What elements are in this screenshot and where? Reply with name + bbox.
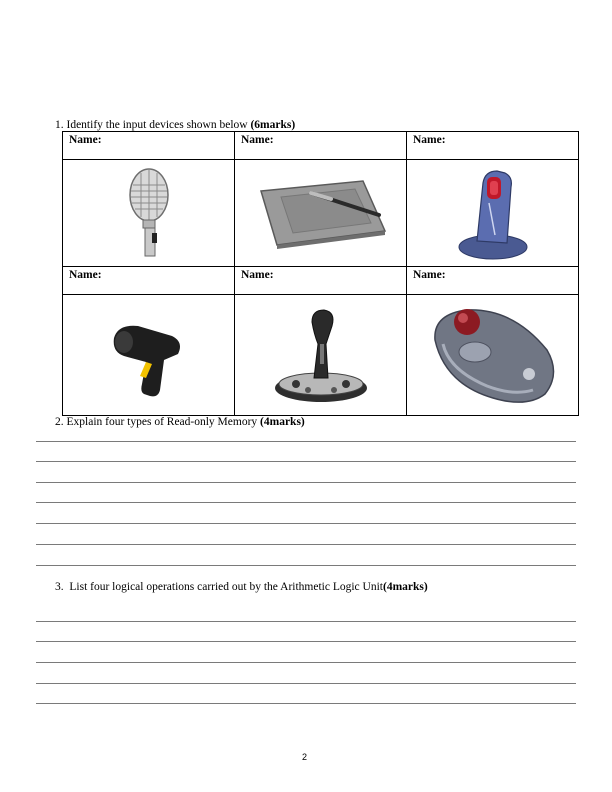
device-image-cell-1 <box>63 160 235 267</box>
name-cell-3[interactable] <box>407 132 579 160</box>
answer-line[interactable] <box>36 544 576 545</box>
microphone-icon <box>119 167 179 259</box>
answer-line[interactable] <box>36 621 576 622</box>
answer-line[interactable] <box>36 662 576 663</box>
answer-line[interactable] <box>36 441 576 442</box>
question-3 <box>55 580 428 594</box>
question-1-text: Identify the input devices shown below <box>66 119 251 131</box>
device-image-cell-5 <box>235 295 407 416</box>
question-2-marks: (4marks) <box>260 416 305 428</box>
name-cell-5[interactable] <box>235 267 407 295</box>
joystick-icon <box>266 304 376 406</box>
question-3-text: List four logical operations carried out by the Arithmetic Logic Unit <box>69 581 383 593</box>
device-image-cell-2 <box>235 160 407 267</box>
answer-line[interactable] <box>36 683 576 684</box>
question-3-number: 3. <box>55 581 64 593</box>
answer-line[interactable] <box>36 703 576 704</box>
input-devices-table <box>62 131 579 416</box>
name-cell-1[interactable] <box>63 132 235 160</box>
barcode-scanner-icon <box>104 310 194 400</box>
name-label: Name: <box>413 134 446 146</box>
answer-line[interactable] <box>36 641 576 642</box>
name-cell-6[interactable] <box>407 267 579 295</box>
answer-line[interactable] <box>36 502 576 503</box>
device-image-cell-3 <box>407 160 579 267</box>
question-3-marks: (4marks) <box>383 581 428 593</box>
question-2-text: Explain four types of Read-only Memory <box>66 416 261 428</box>
device-image-cell-6 <box>407 295 579 416</box>
name-label: Name: <box>413 269 446 281</box>
question-1-number: 1. <box>55 119 64 131</box>
name-label: Name: <box>241 269 274 281</box>
name-cell-2[interactable] <box>235 132 407 160</box>
answer-line[interactable] <box>36 461 576 462</box>
name-cell-4[interactable] <box>63 267 235 295</box>
fingerprint-scanner-icon <box>453 163 533 263</box>
question-2 <box>55 415 305 429</box>
question-1 <box>55 118 295 132</box>
answer-line[interactable] <box>36 482 576 483</box>
name-label: Name: <box>241 134 274 146</box>
graphics-tablet-icon <box>251 177 391 249</box>
answer-line[interactable] <box>36 565 576 566</box>
name-label: Name: <box>69 269 102 281</box>
question-1-marks: (6marks) <box>250 119 296 131</box>
page-number: 2 <box>302 752 308 762</box>
name-label: Name: <box>69 134 102 146</box>
device-image-cell-4 <box>63 295 235 416</box>
trackball-mouse-icon <box>423 300 563 410</box>
question-2-number: 2. <box>55 416 64 428</box>
answer-line[interactable] <box>36 523 576 524</box>
